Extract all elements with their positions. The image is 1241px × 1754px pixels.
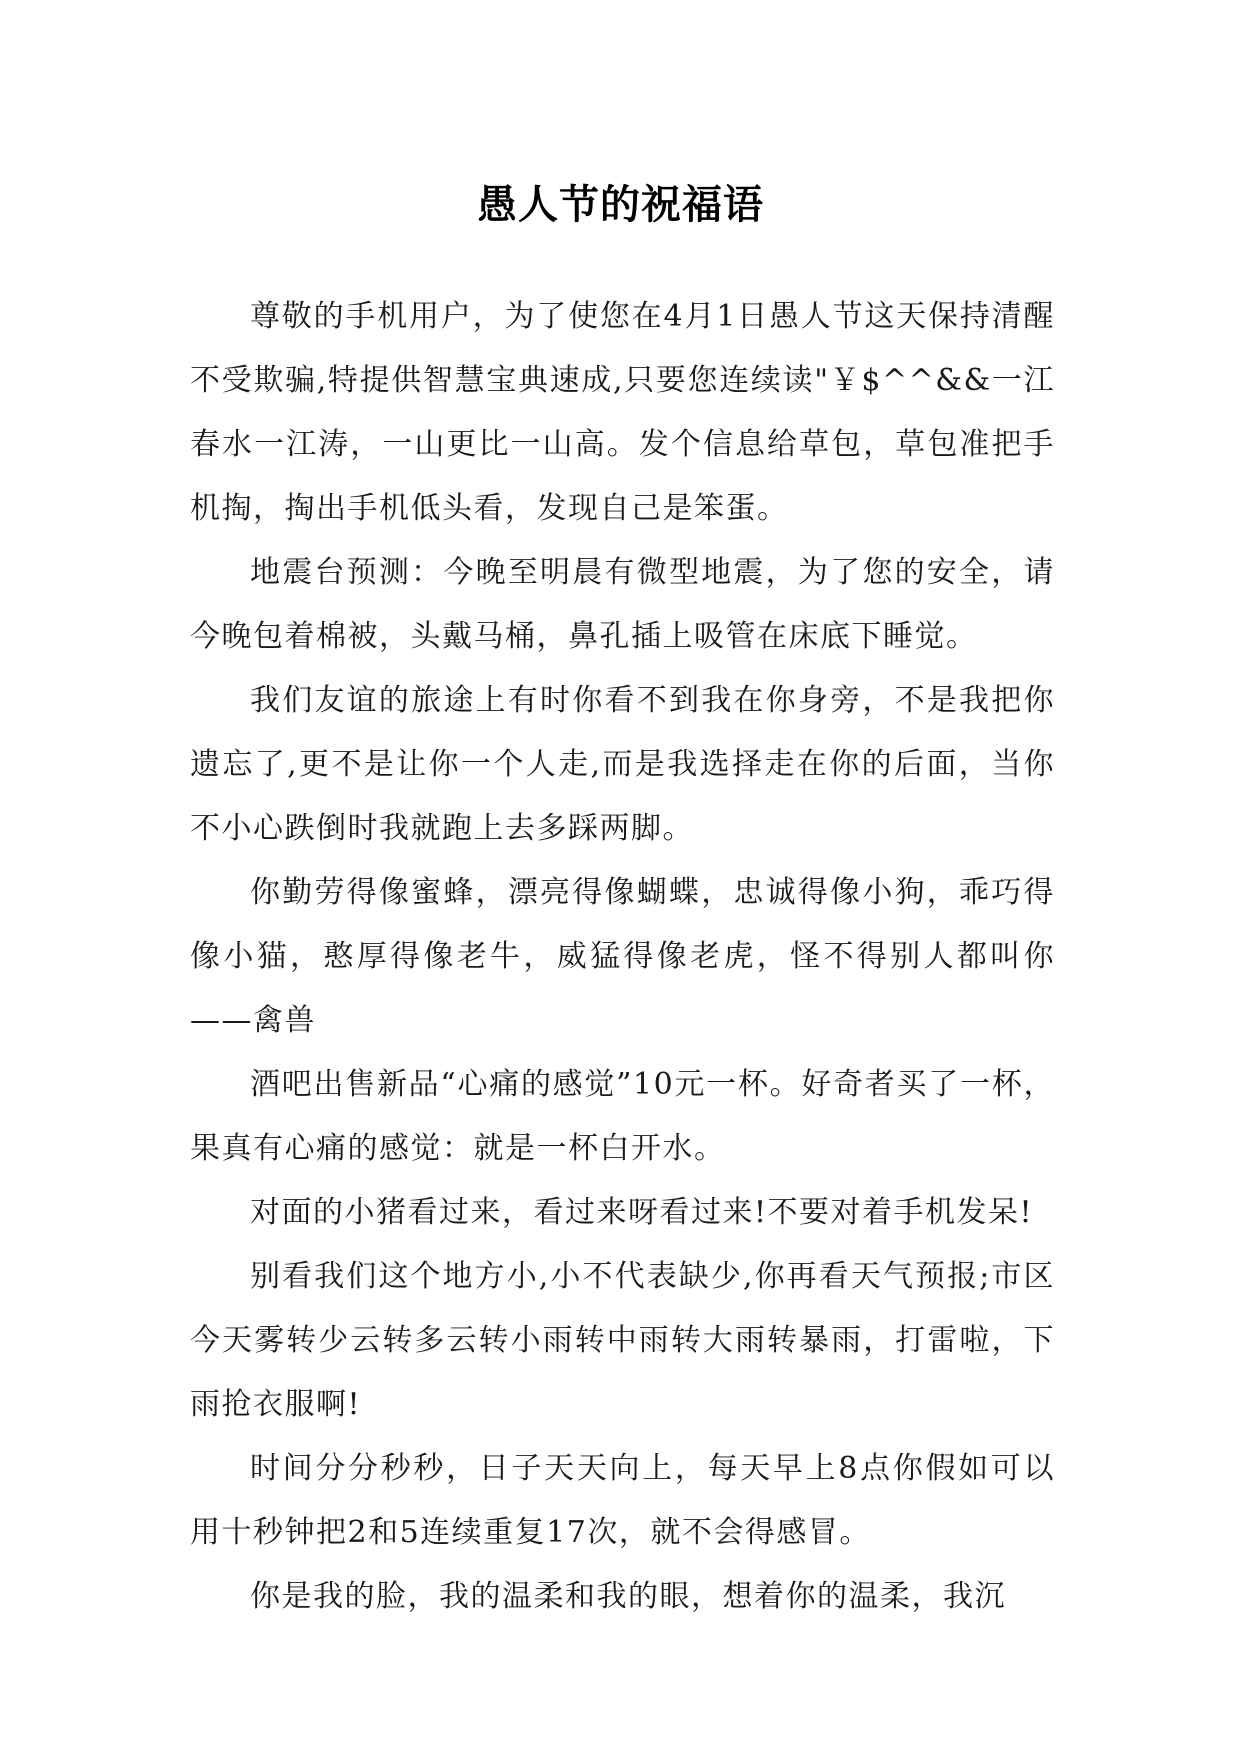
document-body <box>190 285 1055 1629</box>
paragraph: 我们友谊的旅途上有时你看不到我在你身旁，不是我把你遗忘了,更不是让你一个人走,而是我选择走在你的后面，当你不小心跌倒时我就跑上去多踩两脚。 <box>190 683 1055 846</box>
paragraph: 你勤劳得像蜜蜂，漂亮得像蝴蝶，忠诚得像小狗，乖巧得像小猫，憨厚得像老牛，威猛得像老虎，怪不得别人都叫你——禽兽 <box>190 875 1055 1038</box>
paragraph: 地震台预测：今晚至明晨有微型地震，为了您的安全，请今晚包着棉被，头戴马桶，鼻孔插上吸管在床底下睡觉。 <box>190 555 1055 654</box>
document-title: 愚人节的祝福语 <box>477 181 764 228</box>
paragraph: 别看我们这个地方小,小不代表缺少,你再看天气预报;市区今天雾转少云转多云转小雨转中雨转大雨转暴雨，打雷啦，下雨抢衣服啊! <box>190 1259 1055 1422</box>
paragraph: 尊敬的手机用户，为了使您在4月1日愚人节这天保持清醒不受欺骗,特提供智慧宝典速成,只要您连续读"￥$^^&&一江春水一江涛，一山更比一山高。发个信息给草包，草包准把手机掏，掏出手机低头看，发现自己是笨蛋。 <box>190 299 1055 526</box>
paragraph: 你是我的脸，我的温柔和我的眼，想着你的温柔，我沉 <box>250 1579 1006 1614</box>
paragraph: 酒吧出售新品“心痛的感觉”10元一杯。好奇者买了一杯，果真有心痛的感觉：就是一杯白开水。 <box>190 1067 1055 1166</box>
paragraph: 时间分分秒秒，日子天天向上，每天早上8点你假如可以用十秒钟把2和5连续重复17次，就不会得感冒。 <box>190 1451 1055 1550</box>
paragraph: 对面的小猪看过来，看过来呀看过来!不要对着手机发呆! <box>250 1195 1034 1230</box>
